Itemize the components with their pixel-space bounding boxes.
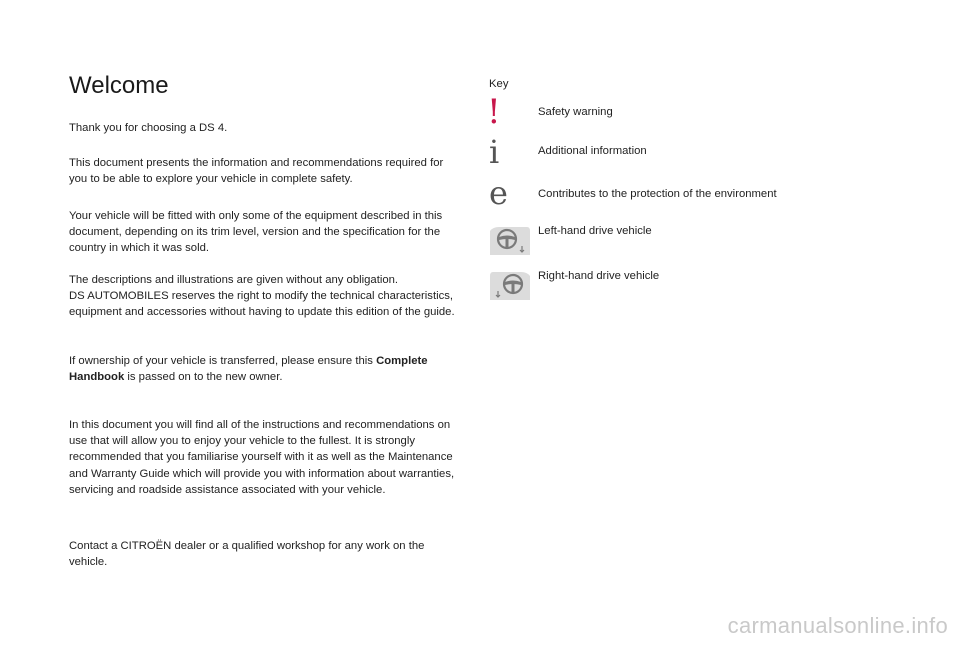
key-item-label: Right-hand drive vehicle [538, 270, 660, 282]
intro-paragraph-5-after: is passed on to the new owner. [124, 371, 283, 384]
key-item-additional-information [485, 133, 905, 179]
intro-paragraph-4-line1: The descriptions and illustrations are given without any obligation. [69, 274, 399, 286]
safety-warning-icon: ! [487, 92, 501, 132]
intro-paragraph-6: In this document you will find all of the instructions and recommendations on use that will allow you to enjoy your vehicle to the fullest. It is strongly recommended that you familiarise yourself with it as well as the Maintenance and Warranty Guide which will provide you with information about warranties, servicing and roadside assistance associated with your vehicle. [69, 419, 455, 496]
left-hand-drive-icon [489, 225, 531, 257]
key-item-label: Contributes to the protection of the environment [538, 188, 777, 200]
right-hand-drive-icon [489, 270, 531, 302]
intro-paragraph-5-before: If ownership of your vehicle is transferred, please ensure this [69, 355, 377, 367]
key-item-label: Safety warning [538, 106, 613, 118]
intro-paragraph-3: Your vehicle will be fitted with only some of the equipment described in this document, depending on its trim level, version and the specification for the country in which it was sold. [69, 210, 443, 255]
complete-handbook-term: Complete Handbook [69, 355, 428, 384]
page-title: Welcome [69, 72, 169, 99]
intro-paragraph-5 [69, 353, 461, 385]
key-heading: Key [489, 78, 509, 90]
intro-paragraph-1: Thank you for choosing a DS 4. [69, 122, 228, 134]
intro-paragraph-4-line2: DS AUTOMOBILES reserves the right to modify the technical characteristics, equipment and accessories without having to update this edition of the guide. [69, 290, 455, 319]
intro-paragraph-2: This document presents the information and recommendations required for you to be able to explore your vehicle in complete safety. [69, 157, 444, 186]
watermark: carmanualsonline.info [727, 613, 948, 638]
eco-icon: e [489, 174, 508, 212]
info-icon: i [489, 133, 500, 171]
key-item-label: Left-hand drive vehicle [538, 225, 652, 237]
intro-paragraph-7: Contact a CITROËN dealer or a qualified workshop for any work on the vehicle. [69, 540, 425, 569]
key-item-safety-warning [485, 92, 905, 140]
key-item-environment [485, 174, 905, 222]
key-item-label: Additional information [538, 145, 647, 157]
key-item-right-hand-drive [485, 268, 905, 304]
key-item-left-hand-drive [485, 223, 905, 259]
intro-paragraph-4 [69, 272, 461, 321]
